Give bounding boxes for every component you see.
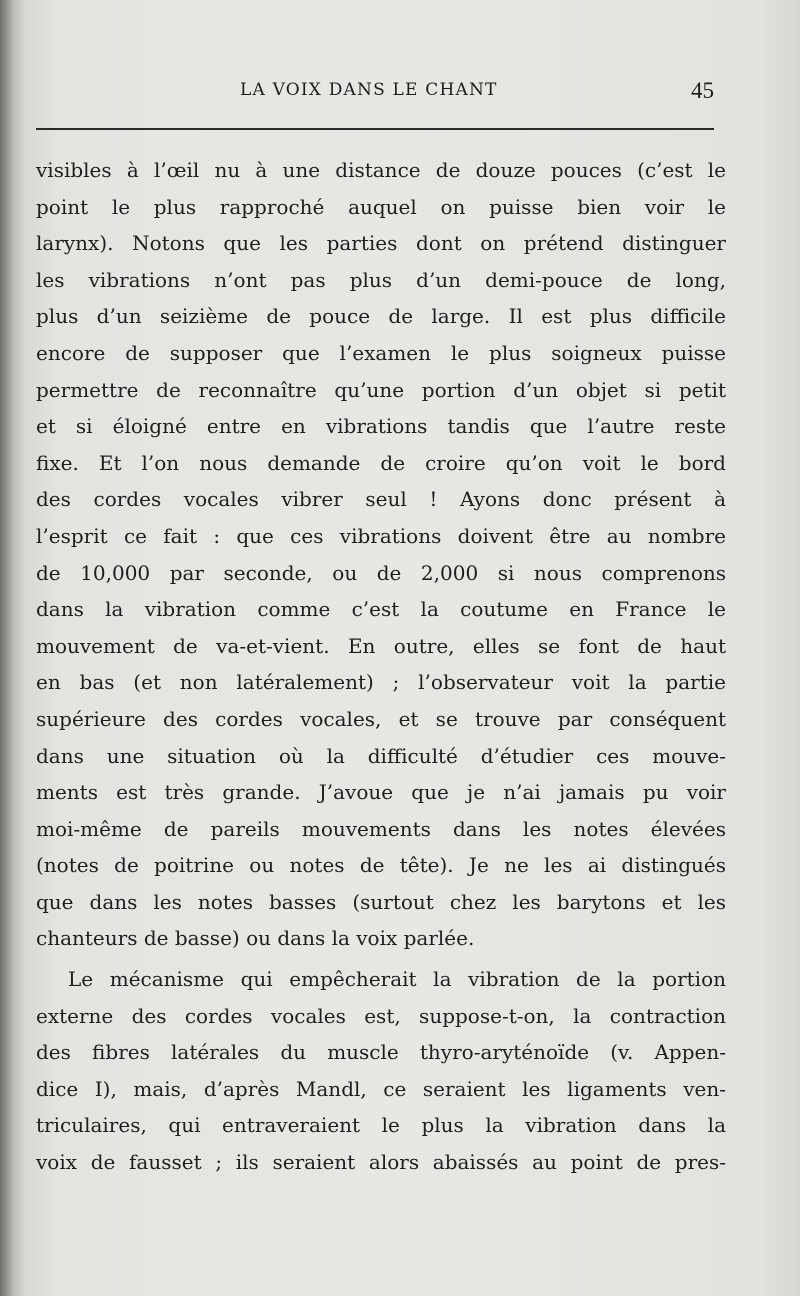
header-rule [36,128,714,130]
text-line: mouvement de va-et-vient. En outre, elles se font de haut [36,633,726,658]
text-line: que dans les notes basses (surtout chez les barytons et les [36,889,726,914]
text-line: (notes de poitrine ou notes de tête). Je ne les ai distingués [36,853,726,878]
text-line: dans la vibration comme c’est la coutume en France le [36,597,726,622]
body-text [36,152,726,1181]
page-header [36,78,714,108]
text-line: l’esprit ce fait : que ces vibrations doivent être au nombre [36,523,726,548]
page-number: 45 [691,78,714,103]
text-line: point le plus rapproché auquel on puisse bien voir le [36,194,726,219]
paragraph [36,961,726,1181]
text-line: des cordes vocales vibrer seul ! Ayons donc présent à [36,487,726,512]
text-line: dice I), mais, d’après Mandl, ce seraient les ligaments ven- [36,1076,726,1101]
text-line: encore de supposer que l’examen le plus soigneux puisse [36,340,726,365]
text-line: en bas (et non latéralement) ; l’observateur voit la partie [36,670,726,695]
text-line: permettre de reconnaître qu’une portion d’un objet si petit [36,377,726,402]
text-line: voix de fausset ; ils seraient alors abaissés au point de pres- [36,1150,726,1175]
text-line: et si éloigné entre en vibrations tandis que l’autre reste [36,414,726,439]
text-line: moi-même de pareils mouvements dans les notes élevées [36,816,726,841]
text-line: externe des cordes vocales est, suppose-t-on, la contraction [36,1003,726,1028]
text-line: chanteurs de basse) ou dans la voix parlée. [36,926,475,951]
text-line: des fibres latérales du muscle thyro-aryténoïde (v. Appen- [36,1040,726,1065]
running-title: LA VOIX DANS LE CHANT [240,80,498,100]
text-line: Le mécanisme qui empêcherait la vibration de la portion [68,967,726,992]
text-line: de 10,000 par seconde, ou de 2,000 si nous comprenons [36,560,726,585]
text-line: ments est très grande. J’avoue que je n’ai jamais pu voir [36,780,726,805]
text-line: visibles à l’œil nu à une distance de douze pouces (c’est le [36,158,726,182]
text-line: les vibrations n’ont pas plus d’un demi-pouce de long, [36,267,726,292]
paragraph [36,152,726,957]
text-line: triculaires, qui entraveraient le plus la vibration dans la [36,1113,726,1138]
text-line: supérieure des cordes vocales, et se trouve par conséquent [36,706,726,731]
text-line: dans une situation où la difficulté d’étudier ces mouve- [36,743,726,768]
text-line: fixe. Et l’on nous demande de croire qu’on voit le bord [36,450,726,475]
text-line: plus d’un seizième de pouce de large. Il est plus difficile [36,304,726,329]
text-line: larynx). Notons que les parties dont on prétend distinguer [36,231,726,256]
